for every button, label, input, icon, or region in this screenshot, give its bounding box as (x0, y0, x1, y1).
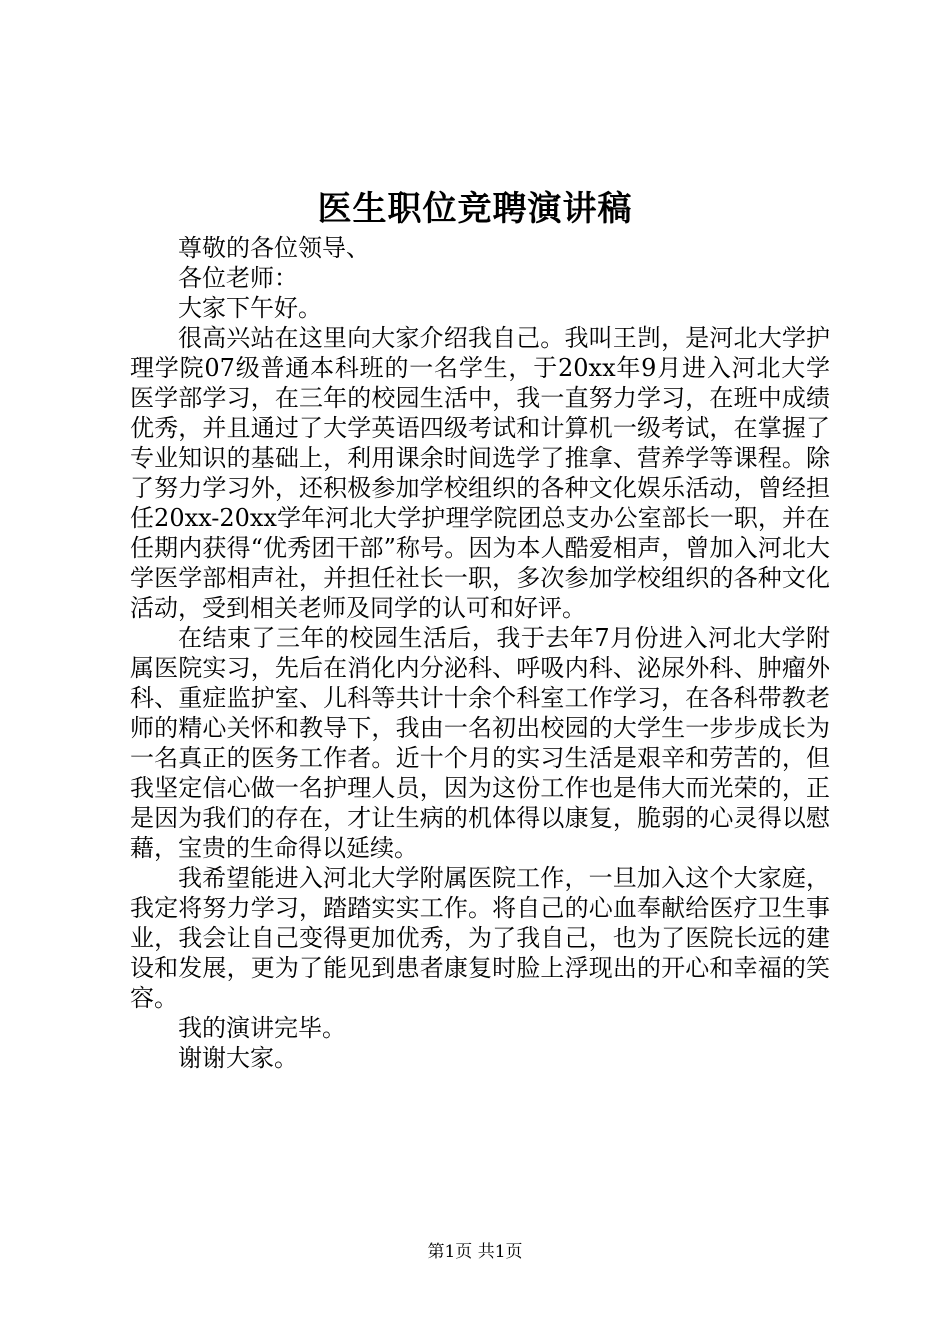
page-footer: 第1页 共1页 (427, 1242, 523, 1262)
body-paragraph: 在结束了三年的校园生活后，我于去年7月份进入河北大学附属医院实习，先后在消化内分泌科、呼吸内科、泌尿外科、肿瘤外科、重症监护室、儿科等共计十余个科室工作学习，在各科带教老师的精心关怀和教导下，我由一名初出校园的大学生一步步成长为一名真正的医务工作者。近十个月的实习生活是艰辛和劳苦的，但我坚定信心做一名护理人员，因为这份工作也是伟大而光荣的，正是因为我们的存在，才让生病的机体得以康复，脆弱的心灵得以慰藉，宝贵的生命得以延续。 (130, 624, 830, 862)
body-paragraph: 很高兴站在这里向大家介绍我自己。我叫王剀，是河北大学护理学院07级普通本科班的一名学生，于20xx年9月进入河北大学医学部学习，在三年的校园生活中，我一直努力学习，在班中成绩优秀，并且通过了大学英语四级考试和计算机一级考试，在掌握了专业知识的基础上，利用课余时间选学了推拿、营养学等课程。除了努力学习外，还积极参加学校组织的各种文化娱乐活动，曾经担任20xx-20xx学年河北大学护理学院团总支办公室部长一职，并在任期内获得“优秀团干部”称号。因为本人酷爱相声，曾加入河北大学医学部相声社，并担任社长一职，多次参加学校组织的各种文化活动，受到相关老师及同学的认可和好评。 (130, 324, 830, 622)
greeting: 大家下午好。 (178, 294, 322, 322)
salutation-leaders: 尊敬的各位领导、 (178, 234, 370, 262)
thanks-line: 谢谢大家。 (178, 1044, 298, 1072)
body-paragraph: 我希望能进入河北大学附属医院工作，一旦加入这个大家庭，我定将努力学习，踏踏实实工作。将自己的心血奉献给医疗卫生事业，我会让自己变得更加优秀，为了我自己，也为了医院长远的建设和发展，更为了能见到患者康复时脸上浮现出的开心和幸福的笑容。 (130, 864, 830, 1012)
document-title: 医生职位竞聘演讲稿 (317, 189, 633, 229)
salutation-teachers: 各位老师： (178, 264, 298, 292)
closing-line: 我的演讲完毕。 (178, 1014, 346, 1042)
document-body (130, 233, 830, 1073)
